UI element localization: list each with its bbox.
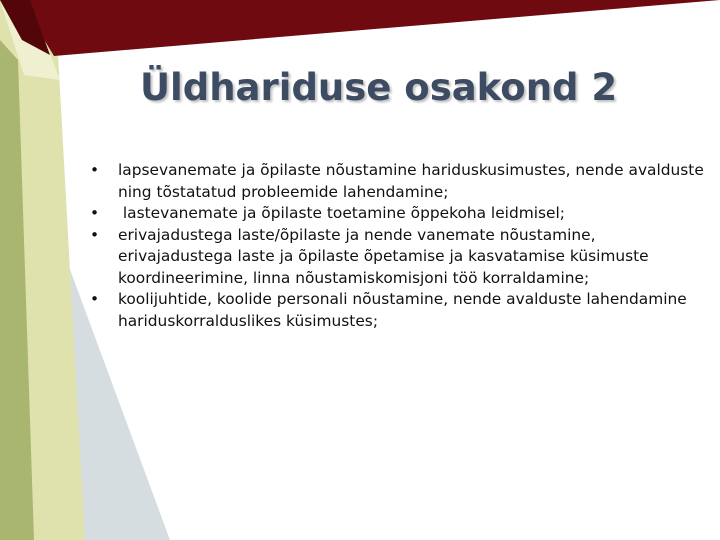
bullet-dot: •: [90, 204, 100, 222]
slide-title: Üldhariduse osakond 2: [140, 66, 618, 109]
bullet-text: koolijuhtide, koolide personali nõustamine, nende avalduste lahendamine hariduskorralduslikes küsimustes;: [118, 290, 687, 330]
bullet-dot: •: [90, 161, 100, 179]
bullet-dot: •: [90, 290, 100, 308]
bullet-item: [86, 289, 706, 332]
bullet-text: erivajadustega laste/õpilaste ja nende vanemate nõustamine, erivajadustega laste ja õpilaste õpetamise ja kasvatamise küsimuste koordineerimine, linna nõustamiskomisjoni töö korraldamine;: [118, 225, 649, 287]
bullet-item: [86, 225, 706, 290]
bullet-text: lapsevanemate ja õpilaste nõustamine hariduskusimustes, nende avalduste ning tõstatatud probleemide lahendamine;: [118, 161, 704, 201]
bullet-text: lastevanemate ja õpilaste toetamine õppekoha leidmisel;: [118, 204, 565, 222]
bullet-list: [86, 160, 706, 332]
dark-red-banner: [20, 0, 720, 56]
bullet-item: [86, 203, 706, 225]
bullet-item: [86, 160, 706, 203]
bullet-dot: •: [90, 225, 100, 244]
